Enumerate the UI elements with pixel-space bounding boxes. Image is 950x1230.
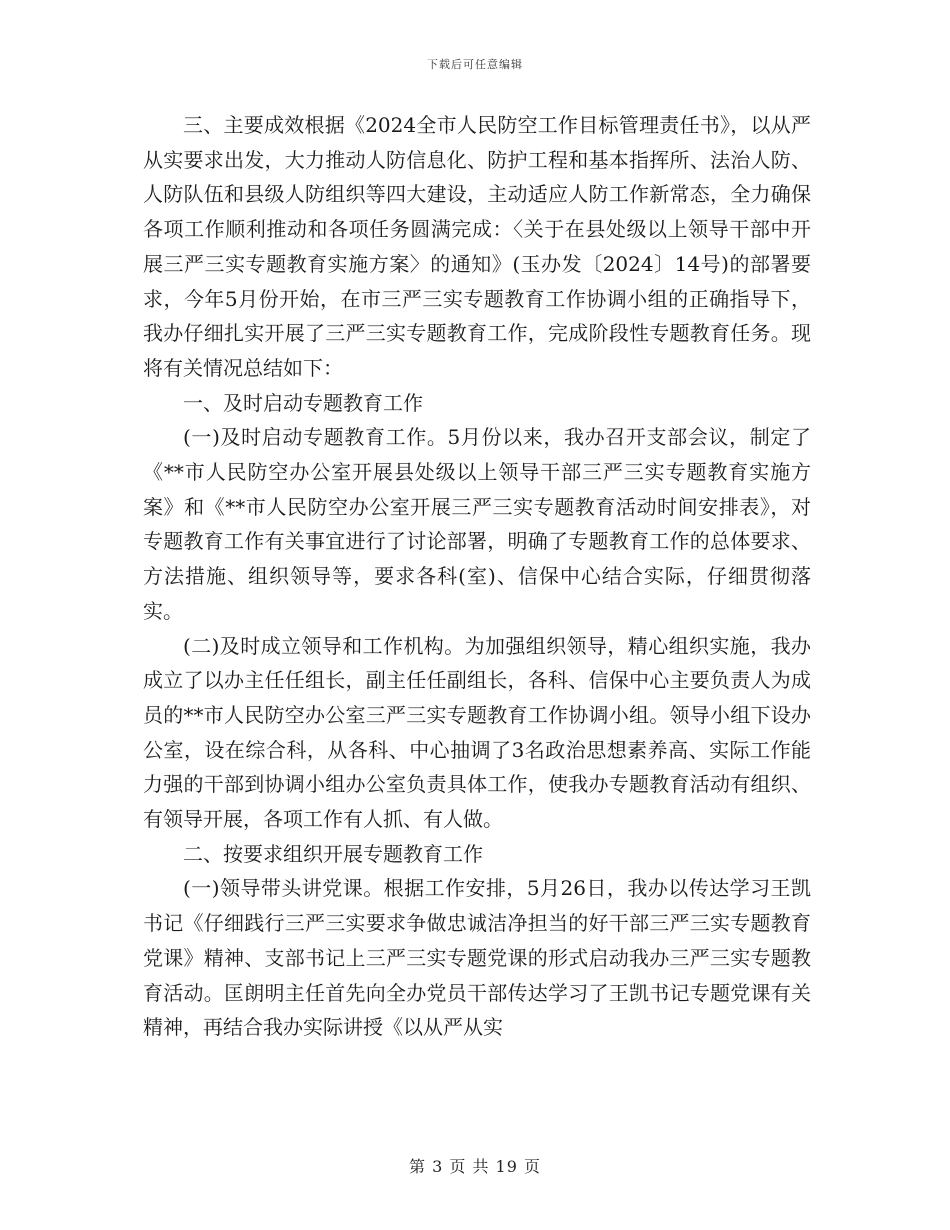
paragraph-start-education: (一)及时启动专题教育工作。5月份以来，我办召开支部会议，制定了《**市人民防空办公室开展县处级以上领导干部三严三实专题教育实施方案》和《**市人民防空办公室开展三严三实专题教育活动时间安排表》，对专题教育工作有关事宜进行了讨论部署，明确了专题教育工作的总体要求、方法措施、组织领导等，要求各科(室)、信保中心结合实际，仔细贯彻落实。 — [143, 425, 811, 623]
paragraph-main-results: 三、主要成效根据《2024全市人民防空工作目标管理责任书》，以从严从实要求出发，大力推动人防信息化、防护工程和基本指挥所、法治人防、人防队伍和县级人防组织等四大建设，主动适应人防工作新常态，全力确保各项工作顺利推动和各项任务圆满完成：〈关于在县处级以上领导干部中开展三严三实专题教育实施方案〉的通知》(玉办发〔2024〕14号)的部署要求，今年5月份开始，在市三严三实专题教育工作协调小组的正确指导下，我办仔细扎实开展了三严三实专题教育工作，完成阶段性专题教育任务。现将有关情况总结如下： — [143, 113, 811, 380]
page-header-note: 下载后可任意编辑 — [427, 58, 523, 71]
heading-section-one: 一、及时启动专题教育工作 — [183, 390, 423, 415]
page-number: 第 3 页 共 19 页 — [409, 1157, 541, 1176]
heading-section-two: 二、按要求组织开展专题教育工作 — [183, 841, 483, 866]
paragraph-party-lecture: (一)领导带头讲党课。根据工作安排，5月26日，我办以传达学习王凯书记《仔细践行三严三实要求争做忠诚洁净担当的好干部三严三实专题教育党课》精神、支部书记上三严三实专题党课的形式启动我办三严三实专题教育活动。匡朗明主任首先向全办党员干部传达学习了王凯书记专题党课有关精神，再结合我办实际讲授《以从严从实 — [143, 876, 811, 1040]
document-body — [143, 108, 811, 1045]
paragraph-leadership-setup: (二)及时成立领导和工作机构。为加强组织领导，精心组织实施，我办成立了以办主任任组长，副主任任副组长，各科、信保中心主要负责人为成员的**市人民防空办公室三严三实专题教育工作协调小组。领导小组下设办公室，设在综合科，从各科、中心抽调了3名政治思想素养高、实际工作能力强的干部到协调小组办公室负责具体工作，使我办专题教育活动有组织、有领导开展，各项工作有人抓、有人做。 — [143, 633, 811, 832]
